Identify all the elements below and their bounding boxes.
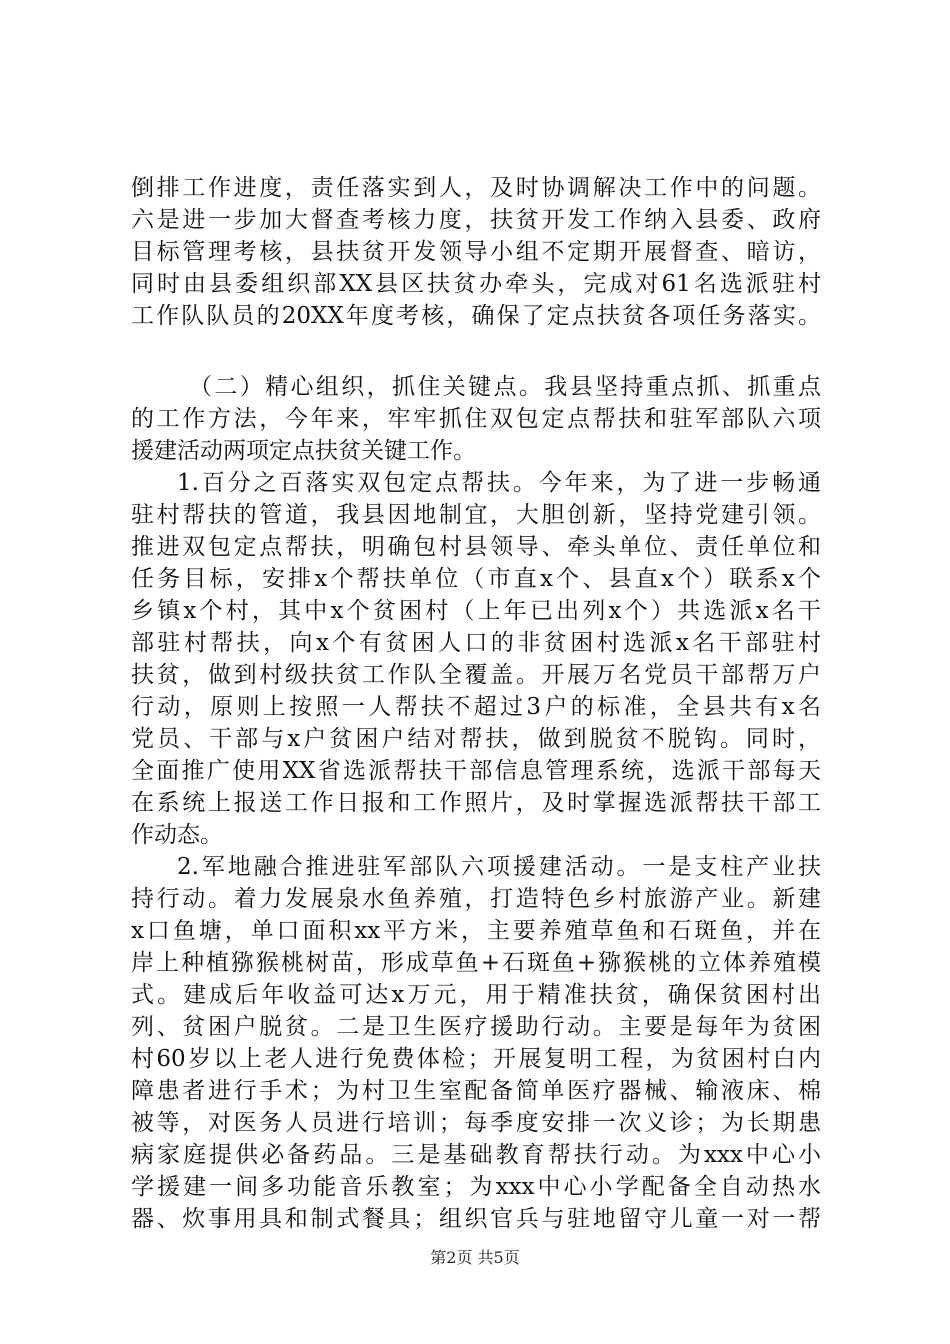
text-line: 推进双包定点帮扶，明确包村县领导、牵头单位、责任单位和 [131, 534, 821, 560]
text-line: 党员、干部与x户贫困户结对帮扶，做到脱贫不脱钩。同时， [131, 726, 821, 752]
text-line: 村60岁以上老人进行免费体检；开展复明工程，为贫困村白内 [131, 1046, 821, 1072]
text-line: 部驻村帮扶，向x个有贫困人口的非贫困村选派x名干部驻村 [131, 630, 821, 656]
text-line: 1.百分之百落实双包定点帮扶。今年来，为了进一步畅通 [177, 470, 821, 496]
text-line: 障患者进行手术；为村卫生室配备简单医疗器械、输液床、棉 [131, 1078, 821, 1104]
text-line: 六是进一步加大督查考核力度，扶贫开发工作纳入县委、政府 [131, 207, 821, 233]
paragraph-spacer [131, 332, 821, 371]
text-line: 全面推广使用XX省选派帮扶干部信息管理系统，选派干部每天 [131, 758, 821, 784]
text-line: 岸上种植猕猴桃树苗，形成草鱼+石斑鱼+猕猴桃的立体养殖模 [131, 950, 821, 976]
text-line: 驻村帮扶的管道，我县因地制宜，大胆创新，坚持党建引领。 [131, 502, 821, 528]
text-line: 2.军地融合推进驻军部队六项援建活动。一是支柱产业扶 [177, 854, 821, 880]
text-line: 病家庭提供必备药品。三是基础教育帮扶行动。为xxx中心小 [131, 1142, 821, 1168]
text-line: （二）精心组织，抓住关键点。我县坚持重点抓、抓重点 [189, 374, 821, 400]
page-number-footer: 第2页 共5页 [430, 1248, 520, 1267]
text-line: 器、炊事用具和制式餐具；组织官兵与驻地留守儿童一对一帮 [131, 1206, 821, 1232]
text-line: 援建活动两项定点扶贫关键工作。 [131, 438, 476, 464]
text-line: 行动，原则上按照一人帮扶不超过3户的标准，全县共有x名 [131, 694, 821, 720]
text-line: 乡镇x个村，其中x个贫困村（上年已出列x个）共选派x名干 [131, 598, 821, 624]
text-line: 列、贫困户脱贫。二是卫生医疗援助行动。主要是每年为贫困 [131, 1014, 821, 1040]
text-line: 扶贫，做到村级扶贫工作队全覆盖。开展万名党员干部帮万户 [131, 662, 821, 688]
text-line: 学援建一间多功能音乐教室；为xxx中心小学配备全自动热水 [131, 1174, 821, 1200]
text-line: 被等，对医务人员进行培训；每季度安排一次义诊；为长期患 [131, 1110, 821, 1136]
paragraph-1 [131, 172, 821, 332]
paragraph-2 [131, 371, 821, 467]
paragraph-4 [131, 851, 821, 1235]
text-line: 目标管理考核，县扶贫开发领导小组不定期开展督查、暗访， [131, 239, 821, 265]
text-line: 倒排工作进度，责任落实到人，及时协调解决工作中的问题。 [131, 175, 821, 201]
text-line: 的工作方法，今年来，牢牢抓住双包定点帮扶和驻军部队六项 [131, 406, 821, 432]
text-line: 在系统上报送工作日报和工作照片，及时掌握选派帮扶干部工 [131, 790, 821, 816]
text-line: 式。建成后年收益可达x万元，用于精准扶贫，确保贫困村出 [131, 982, 821, 1008]
document-body [131, 172, 821, 1235]
text-line: 同时由县委组织部XX县区扶贫办牵头，完成对61名选派驻村 [131, 271, 821, 297]
text-line: 持行动。着力发展泉水鱼养殖，打造特色乡村旅游产业。新建 [131, 886, 821, 912]
text-line: 工作队队员的20XX年度考核，确保了定点扶贫各项任务落实。 [131, 303, 821, 329]
text-line: 任务目标，安排x个帮扶单位（市直x个、县直x个）联系x个 [131, 566, 821, 592]
text-line: x口鱼塘，单口面积xx平方米，主要养殖草鱼和石斑鱼，并在 [131, 918, 821, 944]
paragraph-3 [131, 467, 821, 851]
text-line: 作动态。 [131, 822, 223, 848]
